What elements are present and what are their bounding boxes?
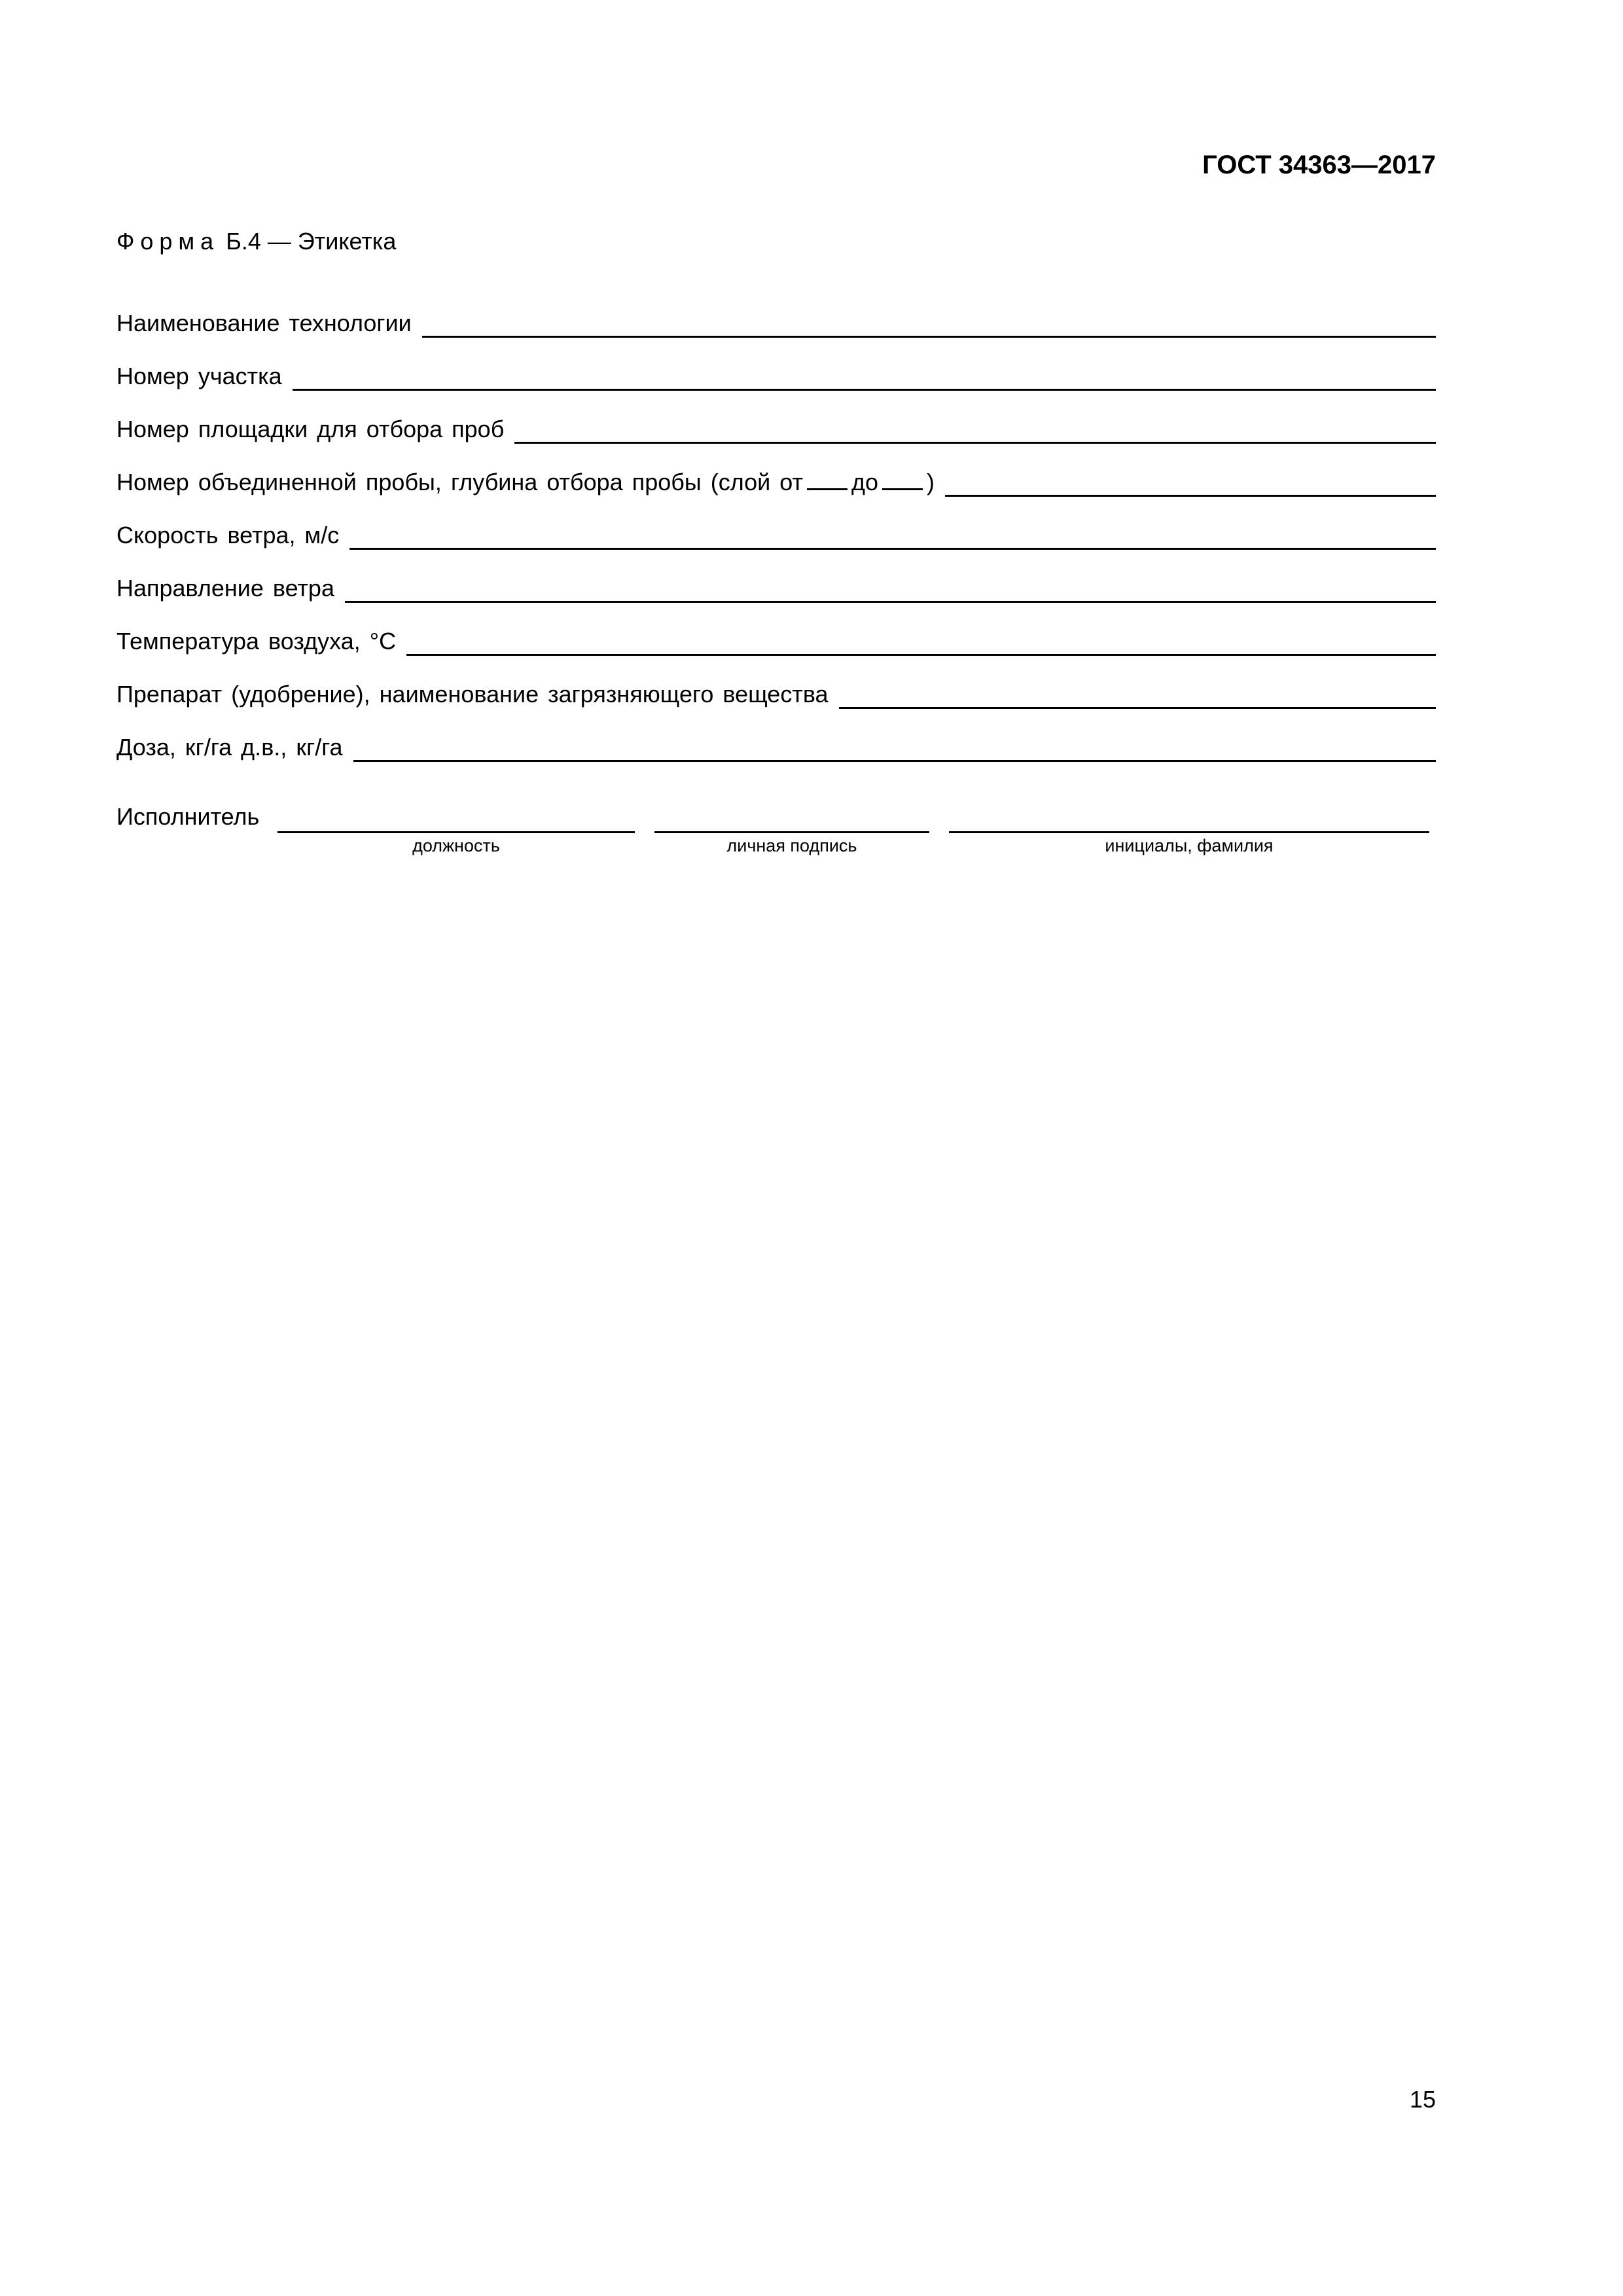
fill-in-line[interactable] [945, 471, 1436, 497]
form-title [116, 227, 396, 256]
signature-block [116, 800, 1436, 859]
executor-label: Исполнитель [116, 803, 260, 830]
fill-in-line[interactable] [353, 736, 1436, 762]
field-air-temperature[interactable] [116, 608, 1436, 661]
initials-surname-caption: инициалы, фамилия [1105, 836, 1274, 855]
depth-to-blank[interactable] [882, 470, 923, 490]
fill-in-line[interactable] [293, 365, 1436, 391]
field-label: Номер площадки для отбора проб [116, 416, 505, 442]
field-label-after: ) [927, 469, 935, 495]
field-wind-direction[interactable] [116, 555, 1436, 608]
field-label: Номер участка [116, 363, 282, 389]
field-label-middle: до [851, 469, 879, 495]
form-title-prefix: Форма [116, 228, 220, 255]
personal-signature-line[interactable] [654, 831, 929, 859]
field-preparation-pollutant[interactable] [116, 661, 1436, 714]
label-form-fields [116, 290, 1436, 767]
form-title-rest: Б.4 — Этикетка [219, 228, 397, 255]
field-label: Направление ветра [116, 575, 334, 601]
fill-in-line[interactable] [839, 683, 1436, 709]
fill-in-line[interactable] [406, 630, 1436, 656]
document-code: ГОСТ 34363—2017 [1202, 151, 1436, 179]
fill-in-line[interactable] [514, 418, 1436, 444]
position-signature-line[interactable] [277, 831, 635, 859]
field-label [116, 468, 935, 502]
field-sampling-site-number[interactable] [116, 396, 1436, 449]
depth-from-blank[interactable] [807, 470, 847, 490]
field-technology-name[interactable] [116, 290, 1436, 343]
field-plot-number[interactable] [116, 343, 1436, 396]
page-number: 15 [1409, 2086, 1436, 2113]
personal-signature-caption: личная подпись [726, 836, 857, 855]
initials-surname-line[interactable] [949, 831, 1429, 859]
field-composite-sample-depth[interactable] [116, 449, 1436, 502]
field-label: Доза, кг/га д.в., кг/га [116, 734, 343, 761]
field-label: Скорость ветра, м/с [116, 522, 340, 548]
fill-in-line[interactable] [345, 577, 1436, 603]
field-wind-speed[interactable] [116, 502, 1436, 555]
field-dose[interactable] [116, 714, 1436, 767]
field-label: Температура воздуха, °С [116, 628, 397, 655]
field-label: Наименование технологии [116, 310, 412, 336]
fill-in-line[interactable] [422, 312, 1436, 338]
field-label: Препарат (удобрение), наименование загрязняющего вещества [116, 681, 829, 708]
fill-in-line[interactable] [349, 524, 1436, 550]
field-label-before: Номер объединенной пробы, глубина отбора пробы (слой от [116, 469, 804, 495]
position-caption: должность [412, 836, 500, 855]
